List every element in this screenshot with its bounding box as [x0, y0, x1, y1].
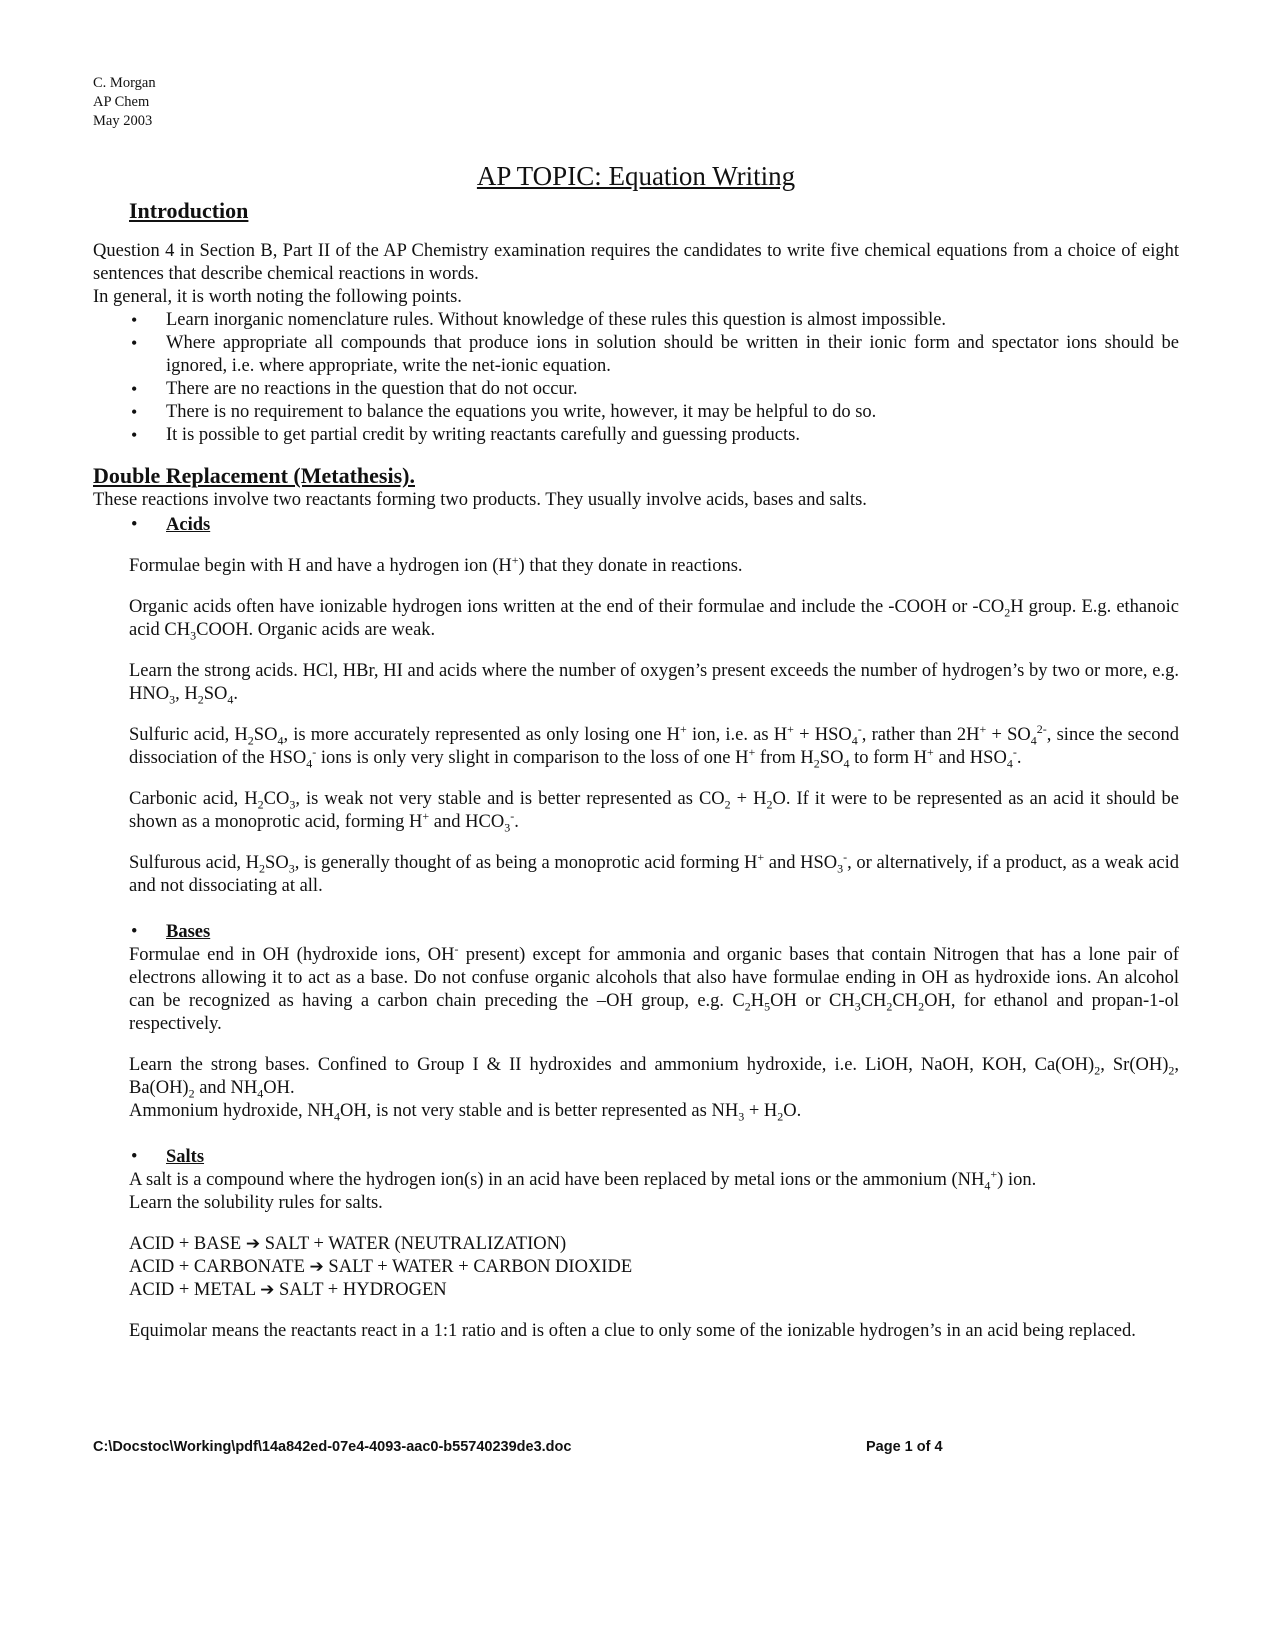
acids-paragraph-5: Carbonic acid, $H_2CO_3$, is weak not very stable and is better represented as $CO_2 + H_2O$. If it were to be represented as an acid it should be shown as a monoprotic acid, forming H+ and $HCO_3^-$. [129, 789, 1180, 835]
intro-bullet-list [93, 309, 1179, 447]
equimolar-paragraph: Equimolar means the reactants react in a 1:1 ratio and is often a clue to only some of the ionizable hydrogen’s in an acid being replaced. [129, 1321, 1136, 1341]
double-replacement-intro: These reactions involve two reactants forming two products. They usually involve acids, bases and salts. [93, 490, 867, 510]
acids-paragraph-3: Learn the strong acids. HCl, HBr, HI and acids where the number of oxygen’s present exceeds the number of hydrogen’s by two or more, e.g. $HNO_3$, $H_2SO_4$. [129, 661, 1179, 707]
intro-paragraph: Question 4 in Section B, Part II of the AP Chemistry examination requires the candidates to write five chemical equations from a choice of eight sentences that describe chemical reactions in words. [93, 241, 1179, 284]
page-number: Page 1 of 4 [866, 1439, 943, 1455]
salts-paragraph-1: A salt is a compound where the hydrogen ion(s) in an acid have been replaced by metal ions or the ammonium $(NH_4^+)$ ion. [129, 1166, 1037, 1193]
list-item: • There are no reactions in the question that do not occur. [93, 378, 1179, 401]
equation-carbonate: ACID + CARBONATE ➔ SALT + WATER + CARBON DIOXIDE [129, 1257, 633, 1277]
salts-heading: • Salts [93, 1146, 1179, 1169]
reaction-equations [129, 1233, 1179, 1302]
double-replacement-heading: Double Replacement (Metathesis). [93, 463, 415, 488]
list-item: • Where appropriate all compounds that produce ions in solution should be written in their ionic form and spectator ions should be ignored, i.e. where appropriate, write the net-ionic equation. [93, 332, 1179, 378]
arrow-right-icon: ➔ [260, 1280, 275, 1300]
document-header [93, 74, 1179, 131]
file-path: C:\Docstoc\Working\pdf\14a842ed-07e4-4093-aac0-b55740239de3.doc [93, 1439, 572, 1455]
list-item: • It is possible to get partial credit by writing reactants carefully and guessing products. [93, 424, 1179, 447]
equation-metal: ACID + METAL ➔ SALT + HYDROGEN [129, 1280, 447, 1300]
acids-paragraph-2: Organic acids often have ionizable hydrogen ions written at the end of their formulae and include the -COOH or $-CO_2H$ group. E.g. ethanoic acid $CH_3COOH$. Organic acids are weak. [129, 597, 1179, 643]
salts-paragraph-2: Learn the solubility rules for salts. [129, 1193, 383, 1213]
document-date: May 2003 [93, 113, 153, 129]
acids-paragraph-4: Sulfuric acid, $H_2SO_4$, is more accurately represented as only losing one H+ ion, i.e. as $H^+ + HSO_4^-$, rather than $2H^+ + SO_4^{2-}$, since the second dissociation of the $HSO_4^-$ ions is only very slight in comparison to the loss of one H+ from $H_2SO_4$ to form H+ and $HSO_4^-$. [129, 721, 1179, 771]
equation-neutralization: ACID + BASE ➔ SALT + WATER (NEUTRALIZATION) [129, 1234, 567, 1254]
bases-heading: • Bases [93, 921, 1179, 944]
acids-paragraph-1: Formulae begin with H and have a hydrogen ion (H+) that they donate in reactions. [129, 552, 743, 576]
bases-paragraph-3: Ammonium hydroxide, $NH_4OH$, is not very stable and is better represented as $NH_3 + H_2O$. [129, 1101, 802, 1124]
acids-paragraph-6: Sulfurous acid, $H_2SO_3$, is generally thought of as being a monoprotic acid forming H+ and $HSO_3^-$, or alternatively, if a product, as a weak acid and not dissociating at all. [129, 849, 1179, 896]
course-name: AP Chem [93, 94, 150, 110]
introduction-heading: Introduction [129, 198, 249, 223]
bases-paragraph-1: Formulae end in OH (hydroxide ions, OH- present) except for ammonia and organic bases that contain Nitrogen that has a lone pair of electrons allowing it to act as a base. Do not confuse organic alcohols that also have formulae ending in OH as hydroxide ions. An alcohol can be recognized as having a carbon chain preceding the –OH group, e.g. $C_2H_5OH$ or $CH_3CH_2CH_2OH$, for ethanol and propan-1-ol respectively. [129, 941, 1179, 1034]
acids-heading: • Acids [93, 514, 1179, 537]
page-title: AP TOPIC: Equation Writing [476, 161, 796, 191]
intro-note: In general, it is worth noting the following points. [93, 287, 462, 307]
arrow-right-icon: ➔ [309, 1257, 324, 1277]
arrow-right-icon: ➔ [245, 1234, 261, 1254]
list-item: • There is no requirement to balance the equations you write, however, it may be helpful to do so. [93, 401, 1179, 424]
author-name: C. Morgan [93, 75, 156, 91]
list-item: • Learn inorganic nomenclature rules. Without knowledge of these rules this question is almost impossible. [93, 309, 1179, 332]
bases-paragraph-2: Learn the strong bases. Confined to Group I & II hydroxides and ammonium hydroxide, i.e. LiOH, NaOH, KOH, $Ca(OH)_2$, $Sr(OH)_2$, $Ba(OH)_2$ and $NH_4OH$. [129, 1055, 1179, 1101]
document-page [93, 74, 1179, 1343]
